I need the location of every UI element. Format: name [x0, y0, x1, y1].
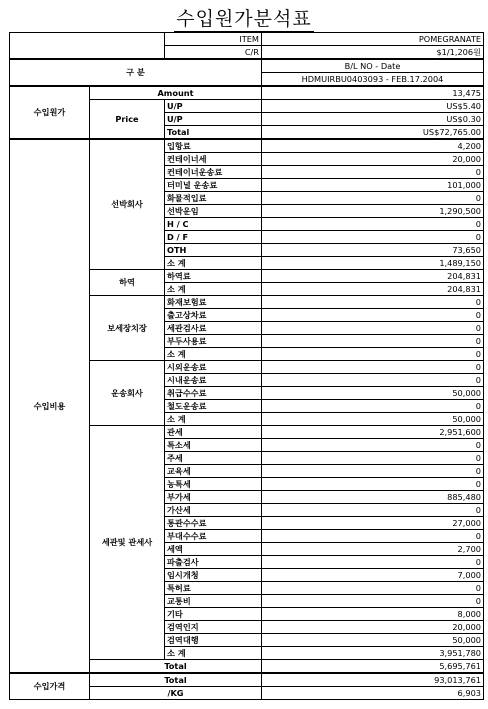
transport-item-value: 50,000: [262, 387, 484, 400]
transport-item-value: 50,000: [262, 413, 484, 426]
import-price-label: 수입가격: [10, 673, 90, 700]
customs-item-label: 기타: [165, 608, 262, 621]
shipping-item-value: 73,650: [262, 244, 484, 257]
customs-item-value: 20,000: [262, 621, 484, 634]
bonded-item-label: 세관검사료: [165, 322, 262, 335]
customs-item-label: 파출검사: [165, 556, 262, 569]
unloading-item-value: 204,831: [262, 270, 484, 283]
transport-item-label: 철도운송료: [165, 400, 262, 413]
item-value: POMEGRANATE: [262, 33, 484, 46]
bonded-item-value: 0: [262, 322, 484, 335]
customs-item-value: 0: [262, 595, 484, 608]
cost-analysis-sheet: [9, 32, 484, 700]
expense-total-label: Total: [90, 660, 262, 674]
import-cost-label: 수입원가: [10, 86, 90, 139]
unloading-item-label: 소 계: [165, 283, 262, 296]
transport-item-value: 0: [262, 400, 484, 413]
customs-item-value: 7,000: [262, 569, 484, 582]
shipping-item-label: D / F: [165, 231, 262, 244]
transport-group-label: 운송회사: [90, 361, 165, 426]
customs-item-label: 임시개청: [165, 569, 262, 582]
shipping-item-value: 4,200: [262, 139, 484, 153]
cr-value: $1/1,206원: [262, 46, 484, 60]
customs-item-value: 27,000: [262, 517, 484, 530]
bonded-item-value: 0: [262, 309, 484, 322]
customs-item-label: 세액: [165, 543, 262, 556]
bonded-item-value: 0: [262, 348, 484, 361]
import-price-row-value: 93,013,761: [262, 673, 484, 687]
customs-item-value: 3,951,780: [262, 647, 484, 660]
customs-item-label: 농특세: [165, 478, 262, 491]
page-title: 수입원가분석표: [176, 8, 312, 30]
customs-item-value: 0: [262, 465, 484, 478]
import-price-row-label: Total: [90, 673, 262, 687]
price-row-value: US$72,765.00: [262, 126, 484, 140]
customs-item-value: 2,700: [262, 543, 484, 556]
customs-item-label: 가산세: [165, 504, 262, 517]
customs-item-value: 0: [262, 582, 484, 595]
customs-item-value: 0: [262, 556, 484, 569]
bonded-item-label: 소 계: [165, 348, 262, 361]
customs-item-value: 0: [262, 530, 484, 543]
amount-value: 13,475: [262, 86, 484, 100]
amount-row: [10, 86, 484, 100]
customs-group-label: 세관및 관세사: [90, 426, 165, 660]
customs-item-value: 0: [262, 478, 484, 491]
customs-item-label: 교통비: [165, 595, 262, 608]
customs-item-label: 부가세: [165, 491, 262, 504]
cr-row: [10, 46, 484, 60]
shipping-item-value: 0: [262, 218, 484, 231]
bonded-item-label: 부두사용료: [165, 335, 262, 348]
transport-item-label: 시내운송료: [165, 374, 262, 387]
customs-item-label: 검역인지: [165, 621, 262, 634]
customs-item-label: 주세: [165, 452, 262, 465]
transport-item-label: 취급수수료: [165, 387, 262, 400]
division-label: 구 분: [10, 59, 262, 86]
customs-item-label: 검역대행: [165, 634, 262, 647]
shipping-item-value: 1,489,150: [262, 257, 484, 270]
amount-label: Amount: [90, 86, 262, 100]
bonded-item-value: 0: [262, 335, 484, 348]
customs-item-label: 교육세: [165, 465, 262, 478]
price-row-label: U/P: [165, 100, 262, 113]
price-label: Price: [90, 100, 165, 140]
unloading-group-label: 하역: [90, 270, 165, 296]
shipping-row: [10, 139, 484, 153]
shipping-item-value: 1,290,500: [262, 205, 484, 218]
price-row-value: US$5.40: [262, 100, 484, 113]
customs-item-value: 50,000: [262, 634, 484, 647]
item-label: ITEM: [165, 33, 262, 46]
customs-item-value: 0: [262, 439, 484, 452]
unloading-item-label: 하역료: [165, 270, 262, 283]
shipping-item-value: 101,000: [262, 179, 484, 192]
shipping-group-label: 선박회사: [90, 139, 165, 270]
shipping-item-label: 소 계: [165, 257, 262, 270]
price-row-label: Total: [165, 126, 262, 140]
customs-item-value: 0: [262, 504, 484, 517]
import-price-row-value: 6,903: [262, 687, 484, 700]
bonded-item-label: 화재보험료: [165, 296, 262, 309]
price-row-label: U/P: [165, 113, 262, 126]
transport-item-label: 시외운송료: [165, 361, 262, 374]
item-row: [10, 33, 484, 46]
shipping-item-label: 터미널 운송료: [165, 179, 262, 192]
customs-item-label: 통관수수료: [165, 517, 262, 530]
cr-label: C/R: [165, 46, 262, 60]
cost-table: [9, 32, 484, 700]
customs-item-value: 885,480: [262, 491, 484, 504]
bonded-item-label: 출고상차료: [165, 309, 262, 322]
transport-item-value: 0: [262, 374, 484, 387]
customs-item-value: 8,000: [262, 608, 484, 621]
shipping-item-label: H / C: [165, 218, 262, 231]
bl-label-row: [10, 59, 484, 73]
shipping-item-value: 0: [262, 192, 484, 205]
customs-item-label: 소 계: [165, 647, 262, 660]
import-expense-label: 수입비용: [10, 139, 90, 673]
expense-total-value: 5,695,761: [262, 660, 484, 674]
customs-item-label: 특소세: [165, 439, 262, 452]
shipping-item-value: 0: [262, 231, 484, 244]
unloading-item-value: 204,831: [262, 283, 484, 296]
transport-item-label: 소 계: [165, 413, 262, 426]
bonded-item-value: 0: [262, 296, 484, 309]
shipping-item-label: OTH: [165, 244, 262, 257]
bl-label: B/L NO - Date: [262, 59, 484, 73]
customs-item-label: 부대수수료: [165, 530, 262, 543]
shipping-item-value: 20,000: [262, 153, 484, 166]
import-price-row-label: /KG: [90, 687, 262, 700]
shipping-item-label: 입항료: [165, 139, 262, 153]
bl-value: HDMUIRBU0403093 - FEB.17.2004: [262, 73, 484, 87]
price-row-value: US$0.30: [262, 113, 484, 126]
shipping-item-label: 화물적입료: [165, 192, 262, 205]
shipping-item-value: 0: [262, 166, 484, 179]
customs-item-label: 특허료: [165, 582, 262, 595]
transport-item-value: 0: [262, 361, 484, 374]
customs-item-value: 0: [262, 452, 484, 465]
bonded-group-label: 보세장치장: [90, 296, 165, 361]
shipping-item-label: 컨테이너세: [165, 153, 262, 166]
shipping-item-label: 컨테이너운송료: [165, 166, 262, 179]
shipping-item-label: 선박운임: [165, 205, 262, 218]
customs-item-value: 2,951,600: [262, 426, 484, 439]
import-price-row: [10, 673, 484, 687]
customs-item-label: 관세: [165, 426, 262, 439]
